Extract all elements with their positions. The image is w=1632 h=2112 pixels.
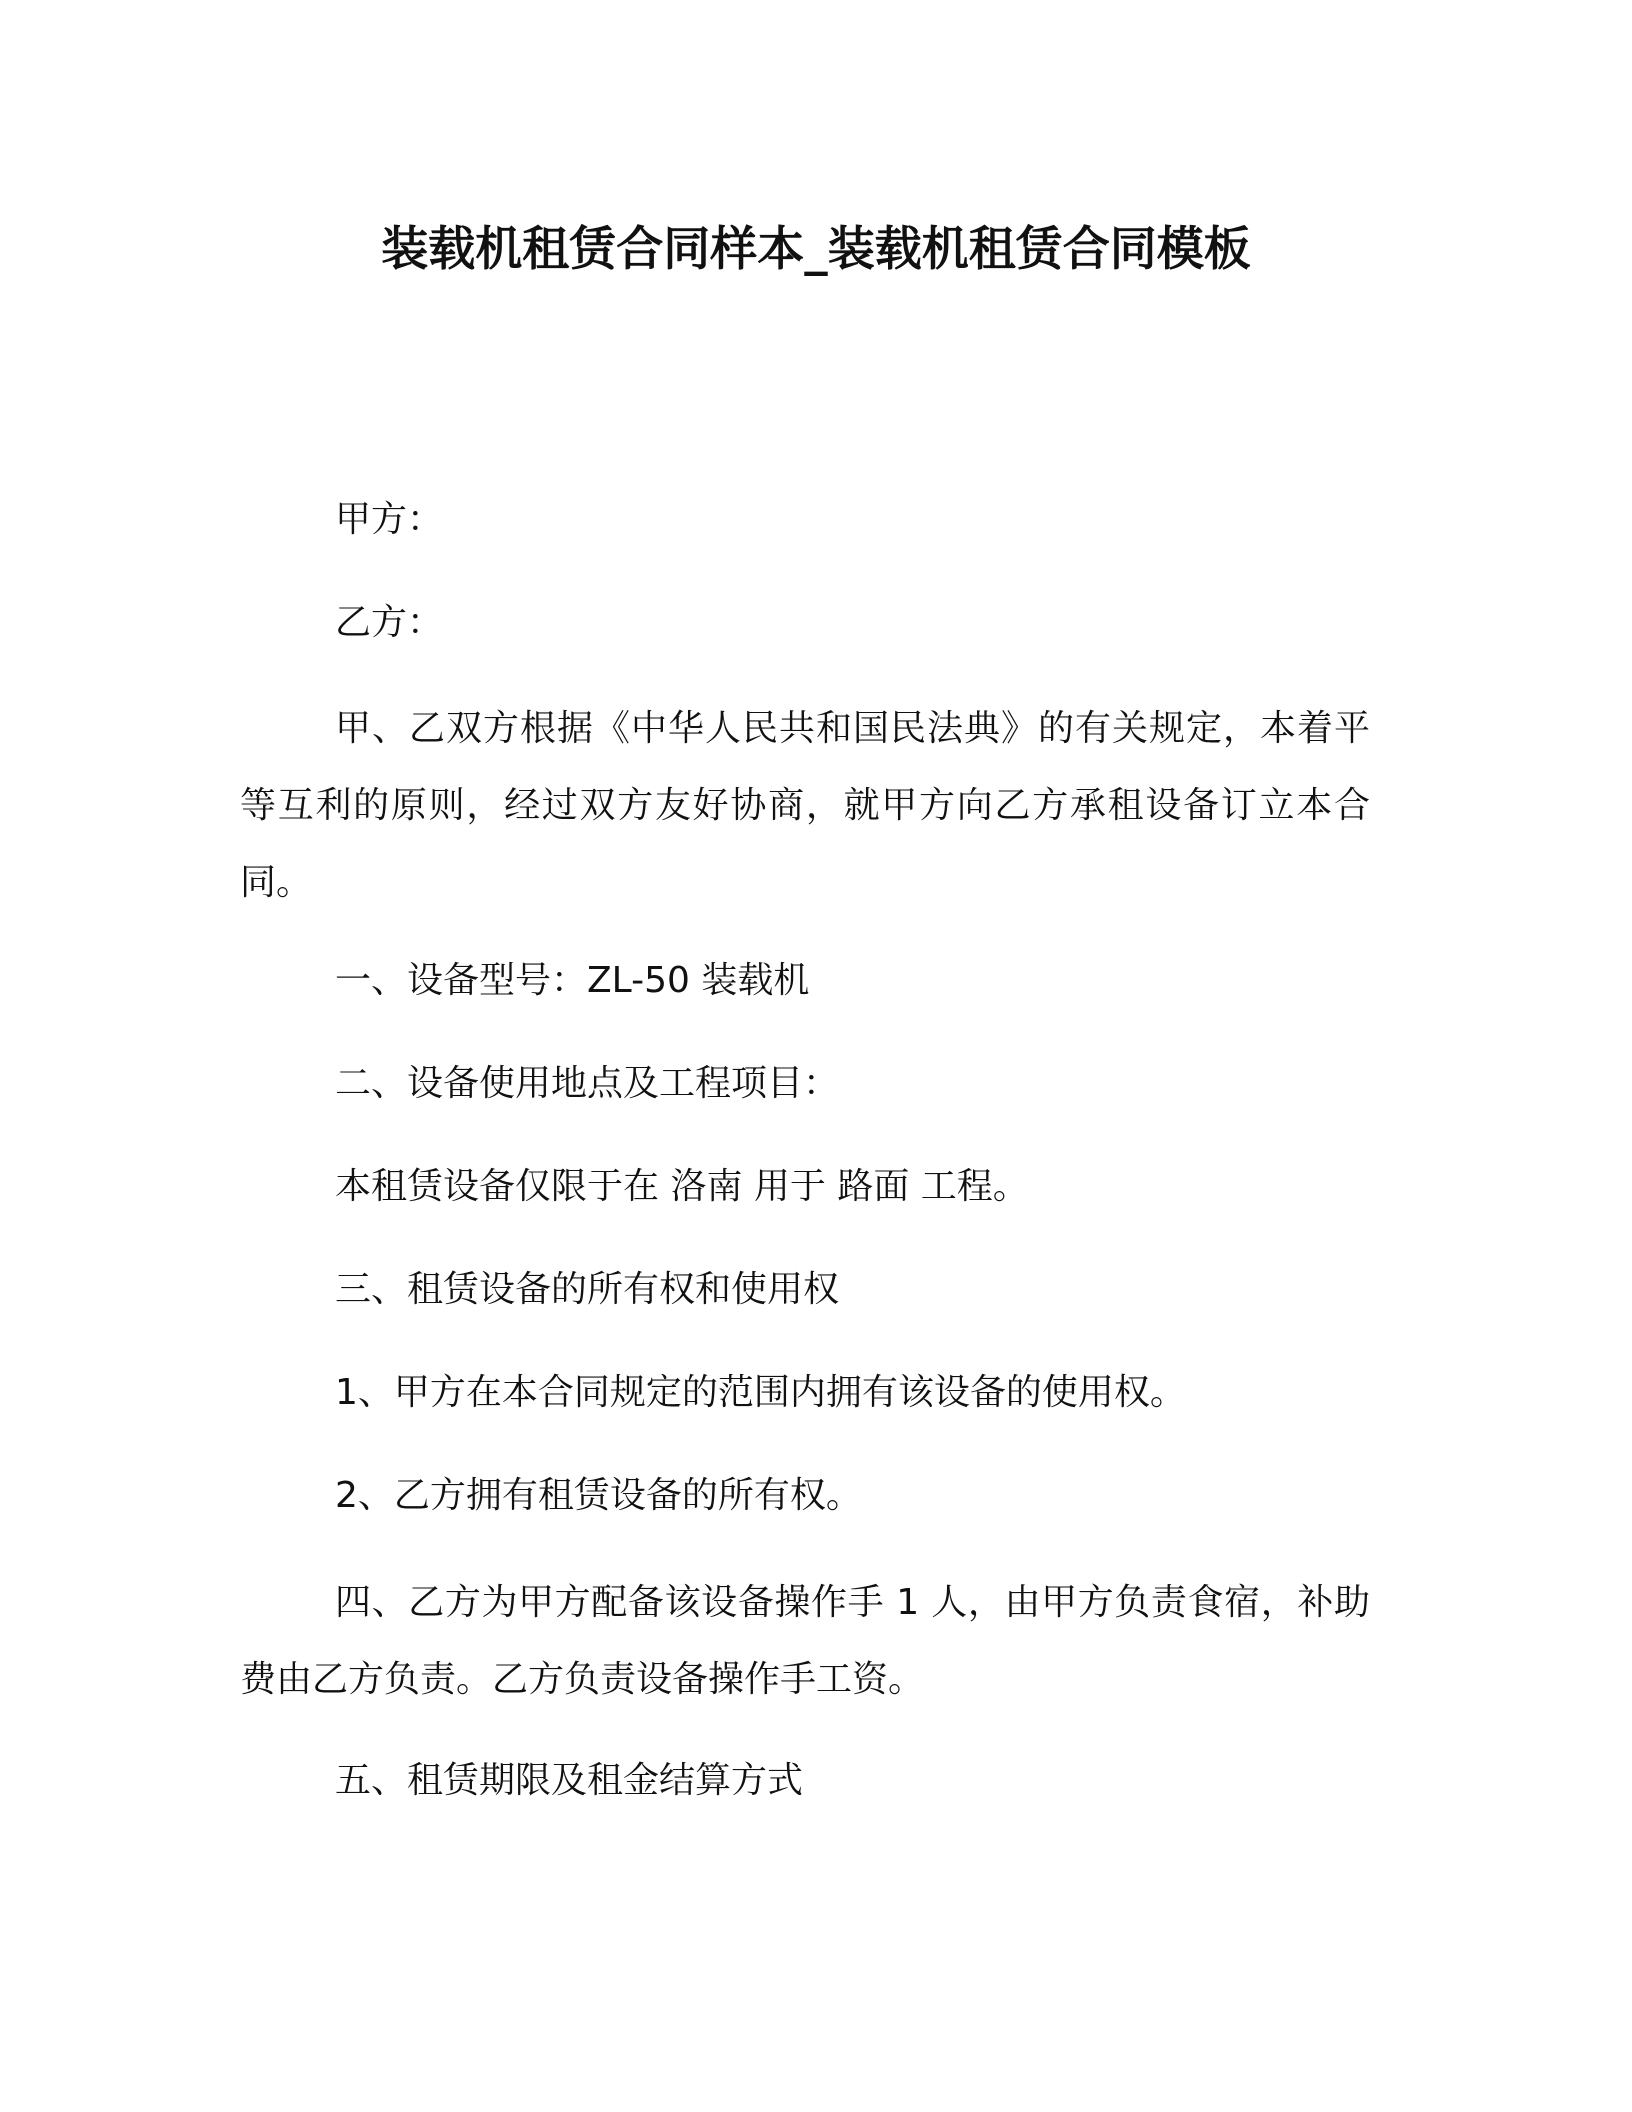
intro-paragraph: 甲、乙双方根据《中华人民共和国民法典》的有关规定，本着平等互利的原则，经过双方友好协商，就甲方向乙方承租设备订立本合同。 (240, 708, 1370, 903)
clause-3-2: 2、乙方拥有租赁设备的所有权。 (335, 1475, 862, 1516)
party-b-label: 乙方： (335, 602, 444, 643)
clause-1: 一、设备型号：ZL-50 装载机 (335, 960, 810, 1001)
clause-3-1: 1、甲方在本合同规定的范围内拥有该设备的使用权。 (335, 1372, 1186, 1413)
clause-4: 四、乙方为甲方配备该设备操作手 1 人，由甲方负责食宿，补助费由乙方负责。乙方负责设备操作手工资。 (240, 1582, 1370, 1700)
clause-5: 五、租赁期限及租金结算方式 (335, 1760, 804, 1801)
clause-2-detail: 本租赁设备仅限于在 洛南 用于 路面 工程。 (335, 1166, 1029, 1207)
clause-3: 三、租赁设备的所有权和使用权 (335, 1269, 840, 1310)
clause-2: 二、设备使用地点及工程项目： (335, 1063, 840, 1104)
document-title: 装载机租赁合同样本_装载机租赁合同模板 (381, 222, 1251, 277)
party-a-label: 甲方： (335, 499, 444, 540)
